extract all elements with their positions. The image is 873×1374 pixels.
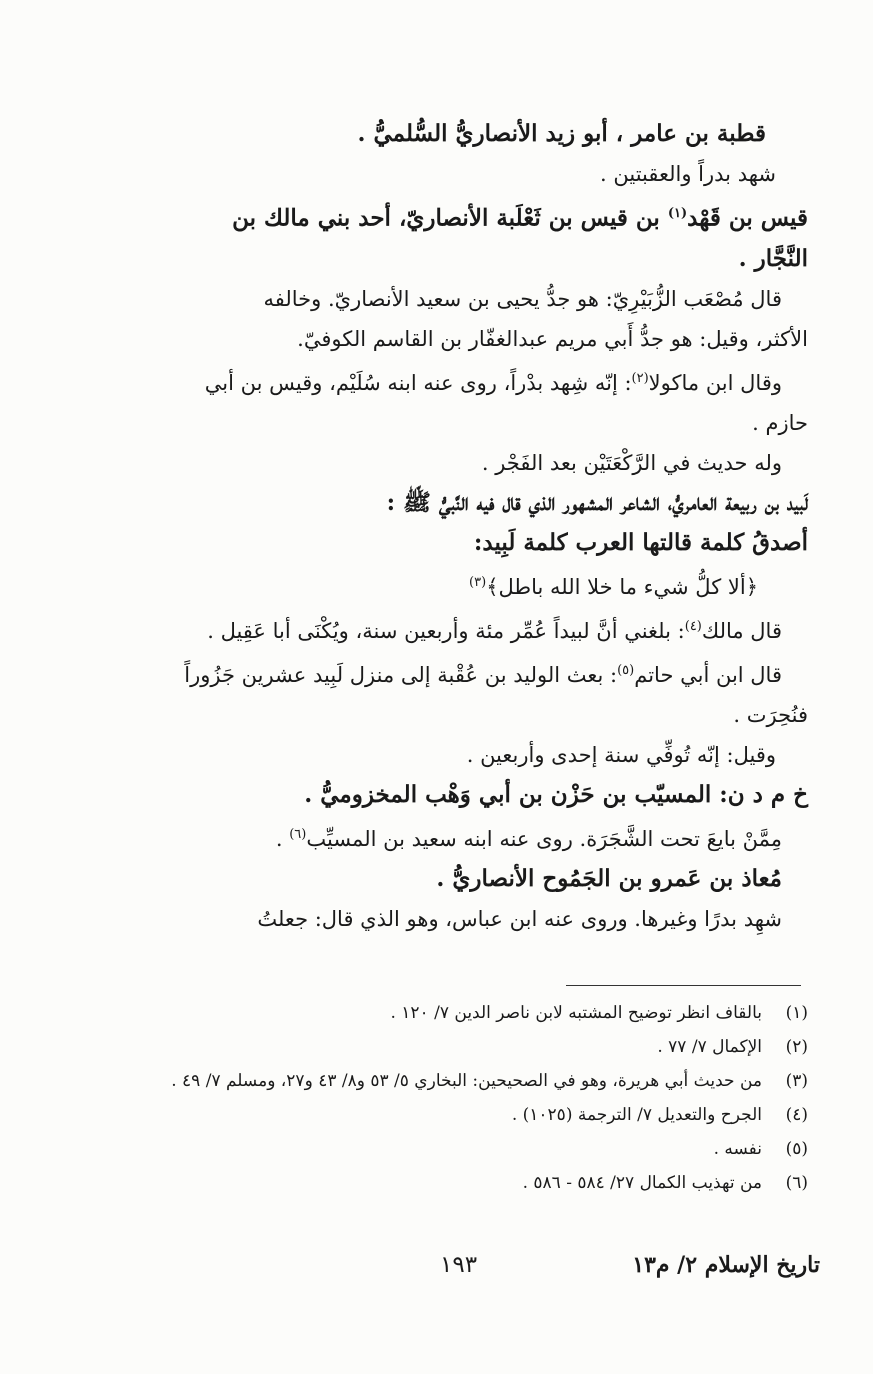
text-line bbox=[80, 359, 808, 403]
footnote-text: الإكمال ٧/ ٧٧ . bbox=[657, 1037, 762, 1057]
text-line: فنُحِرَت . bbox=[733, 702, 808, 727]
footnote-number: (٦) bbox=[785, 1173, 808, 1193]
footnote-text: نفسه . bbox=[713, 1139, 762, 1159]
footnote-ref-1: (١) bbox=[667, 206, 688, 221]
footnote-item bbox=[78, 1166, 808, 1200]
footnote-separator bbox=[566, 985, 801, 986]
footnotes bbox=[78, 996, 808, 1200]
text-fragment: مِمَّنْ بايعَ تحت الشَّجَرَة. روى عنه ابنه سعيد بن المسيِّب bbox=[306, 826, 782, 851]
text-fragment: : إنّه شِهد بدْراً، روى عنه ابنه سُلَيْم، وقيس بن أبي bbox=[204, 370, 632, 395]
heading-text: بن قيس بن ثَعْلَبة الأنصاريّ، أحد بني مالك بن bbox=[232, 204, 668, 232]
text-fragment: : بعث الوليد بن عُقْبة إلى منزل لَبِيد عشرين جَزُوراً bbox=[184, 662, 618, 687]
footnote-number: (٢) bbox=[785, 1037, 808, 1057]
heading-continuation: النَّجَّار . bbox=[738, 244, 808, 272]
book-signature: تاريخ الإسلام ٢/ م١٣ bbox=[632, 1252, 820, 1278]
heading-text: قيس بن قَهْد bbox=[687, 204, 808, 232]
footnote-text: من حديث أبي هريرة، وهو في الصحيحين: البخاري ٥/ ٥٣ و٨/ ٤٣ و٢٧، ومسلم ٧/ ٤٩ . bbox=[171, 1071, 762, 1091]
footnote-text: بالقاف انظر توضيح المشتبه لابن ناصر الدين ٧/ ١٢٠ . bbox=[390, 1003, 762, 1023]
page-number: ١٩٣ bbox=[440, 1252, 478, 1278]
footnote-ref-6: (٦) bbox=[289, 826, 307, 842]
footnote-ref-4: (٤) bbox=[684, 618, 702, 634]
text-fragment: قال مالك bbox=[701, 618, 782, 643]
text-line: وله حديث في الرَّكْعَتَيْن بعد الفَجْر . bbox=[481, 450, 782, 475]
footnote-text: من تهذيب الكمال ٢٧/ ٥٨٤ - ٥٨٦ . bbox=[522, 1173, 762, 1193]
footnote-item bbox=[78, 1098, 808, 1132]
footnote-ref-3: (٣) bbox=[469, 574, 487, 590]
text-line bbox=[80, 607, 808, 651]
footnote-number: (٥) bbox=[785, 1139, 808, 1159]
text-line: شهد بدراً والعقبتين . bbox=[600, 162, 776, 186]
footnote-ref-5: (٥) bbox=[617, 662, 635, 678]
biography-heading-musayyab: خ م د ن: المسيّب بن حَزْن بن أبي وَهْب المخزوميُّ . bbox=[304, 780, 808, 808]
text-line: وقيل: إنّه تُوفِّي سنة إحدى وأربعين . bbox=[466, 742, 776, 767]
text-fragment: وقال ابن ماكولا bbox=[648, 370, 782, 395]
footnote-number: (١) bbox=[785, 1003, 808, 1023]
footnote-text: الجرح والتعديل ٧/ الترجمة (١٠٢٥) . bbox=[511, 1105, 762, 1125]
text-fragment: : بلغني أنَّ لبيداً عُمِّر مئة وأربعين سنة، ويُكْنَى أبا عَقِيل . bbox=[207, 618, 685, 643]
text-line bbox=[80, 815, 808, 859]
footnote-item bbox=[78, 1064, 808, 1098]
text-line: الأكثر، وقيل: هو جدُّ أَبي مريم عبدالغفّار بن القاسم الكوفيّ. bbox=[297, 326, 808, 351]
biography-heading-muadh: مُعاذ بن عَمرو بن الجَمُوح الأنصاريُّ . bbox=[436, 864, 782, 892]
verse-text: ﴿ألا كلُّ شيء ما خلا الله باطل﴾ bbox=[486, 574, 758, 599]
main-text bbox=[80, 114, 808, 939]
footnote-ref-2: (٢) bbox=[631, 370, 649, 386]
text-line: قال مُصْعَب الزُّبَيْرِيّ: هو جدُّ يحيى بن سعيد الأنصاريّ. وخالفه bbox=[263, 286, 782, 311]
footnote-item bbox=[78, 1132, 808, 1166]
biography-heading-qutba: قطبة بن عامر ، أبو زيد الأنصاريُّ السُّلميُّ . bbox=[357, 120, 766, 147]
text-fragment: قال ابن أبي حاتم bbox=[634, 662, 782, 687]
footnote-item bbox=[78, 996, 808, 1030]
text-fragment: . bbox=[275, 826, 290, 851]
text-line: شهِد بدرًا وغيرها. وروى عنه ابن عباس، وهو الذي قال: جعلتُ bbox=[257, 906, 782, 931]
page-footer bbox=[60, 1252, 820, 1292]
heading-continuation: أصدقُ كلمة قالتها العرب كلمة لَبِيد: bbox=[473, 528, 808, 556]
verse-line bbox=[80, 563, 808, 607]
text-line: حازم . bbox=[752, 410, 808, 435]
footnote-number: (٣) bbox=[785, 1071, 808, 1091]
text-line bbox=[80, 651, 808, 695]
biography-heading-qays bbox=[80, 194, 808, 239]
biography-heading-labid: لَبيد بن ربيعة العامريُّ، الشاعر المشهور الذي قال فيه النَّبيُّ ﷺ : bbox=[386, 488, 808, 516]
footnote-item bbox=[78, 1030, 808, 1064]
footnote-number: (٤) bbox=[785, 1105, 808, 1125]
